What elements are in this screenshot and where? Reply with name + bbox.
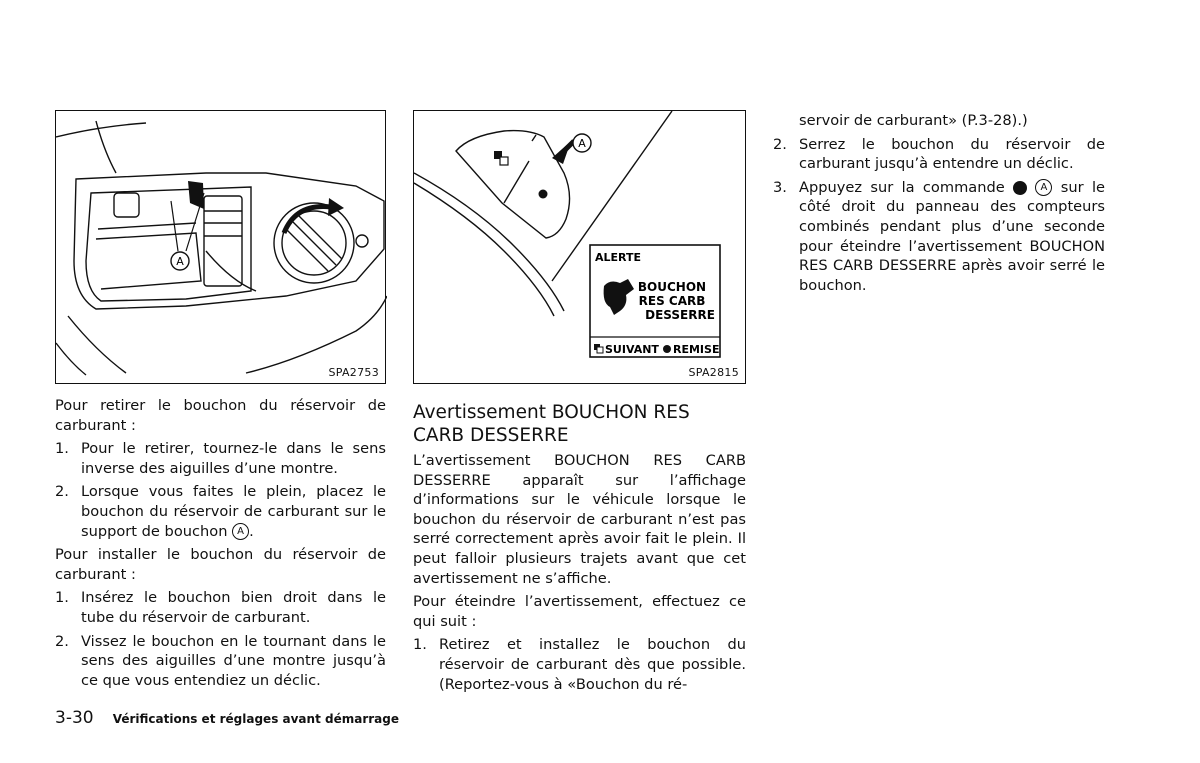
item-number: 2. <box>773 135 787 153</box>
figure-alert-display <box>413 110 746 384</box>
list-item <box>55 482 386 541</box>
column-1 <box>55 396 386 694</box>
list-item <box>55 588 386 627</box>
item-text: Insérez le bouchon bien droit dans le tube du réservoir de carburant. <box>81 589 386 626</box>
list-item <box>413 635 746 694</box>
item-number: 2. <box>55 632 69 650</box>
item-text: servoir de carburant» (P.3-28).) <box>799 112 1028 129</box>
svg-text:REMISE: REMISE <box>673 343 720 356</box>
item-text: Retirez et installez le bouchon du réservoir de carburant dès que possible. (Reportez-vous à «Bouchon du ré- <box>439 636 746 693</box>
page-footer <box>55 708 399 728</box>
item-text-end: sur le côté droit du panneau des compteurs combinés pendant plus d’une seconde pour éteindre l’avertissement BOUCHON RES CARB DESSERRE après avoir serré le bouchon. <box>799 178 1105 294</box>
item-text: Pour le retirer, tournez-le dans le sens inverse des aiguilles d’une montre. <box>81 440 386 477</box>
item-number: 1. <box>55 440 69 458</box>
svg-text:DESSERRE: DESSERRE <box>645 308 715 322</box>
item-text: Vissez le bouchon en le tournant dans le sens des aiguilles d’une montre jusqu’à ce que vous entendiez un déclic. <box>81 632 386 689</box>
paragraph: Pour retirer le bouchon du réservoir de carburant : <box>55 397 386 434</box>
svg-text:SUIVANT: SUIVANT <box>605 343 659 356</box>
paragraph: L’avertissement BOUCHON RES CARB DESSERRE apparaît sur l’affichage d’informations sur le véhicule lorsque le bouchon du réservoir de carburant n’est pas serré correctement après avoir fait le plein. Il peut falloir plusieurs trajets avant que cet avertissement ne s’affiche. <box>413 452 746 587</box>
figure-code: SPA2815 <box>688 366 739 379</box>
svg-text:A: A <box>176 255 184 268</box>
paragraph: Pour éteindre l’avertissement, effectuez ce qui suit : <box>413 593 746 630</box>
figure-code: SPA2753 <box>328 366 379 379</box>
page-number: 3-30 <box>55 708 94 728</box>
figure-fuel-cap <box>55 110 386 384</box>
item-text: Appuyez sur la commande <box>799 178 1005 196</box>
callout-a-icon: A <box>232 523 249 540</box>
svg-text:RES CARB: RES CARB <box>638 294 706 308</box>
item-number: 2. <box>55 483 69 501</box>
item-number: 1. <box>55 589 69 607</box>
callout-a-icon: A <box>1035 179 1052 196</box>
svg-text:ALERTE: ALERTE <box>595 251 642 264</box>
column-3 <box>773 111 1105 299</box>
svg-text:BOUCHON: BOUCHON <box>637 280 707 294</box>
column-2 <box>413 401 746 698</box>
section-heading: Avertissement BOUCHON RES CARB DESSERRE <box>413 402 690 446</box>
item-text: Lorsque vous faites le plein, placez le bouchon du réservoir de carburant sur le support de bouchon <box>81 483 386 540</box>
svg-text:A: A <box>578 137 586 150</box>
reset-button-icon <box>1013 181 1027 195</box>
alert-illustration <box>414 111 747 385</box>
list-item <box>773 178 1105 296</box>
chapter-title: Vérifications et réglages avant démarrage <box>112 712 399 726</box>
list-item <box>773 135 1105 174</box>
item-text: Serrez le bouchon du réservoir de carburant jusqu’à entendre un déclic. <box>799 135 1105 173</box>
item-number: 3. <box>773 178 787 196</box>
paragraph: Pour installer le bouchon du réservoir de carburant : <box>55 546 386 583</box>
list-item-continued <box>773 111 1105 131</box>
item-number: 1. <box>413 636 427 654</box>
item-text-end: . <box>249 522 254 540</box>
list-item <box>55 439 386 478</box>
list-item <box>55 632 386 691</box>
fuel-cap-illustration <box>56 111 387 385</box>
